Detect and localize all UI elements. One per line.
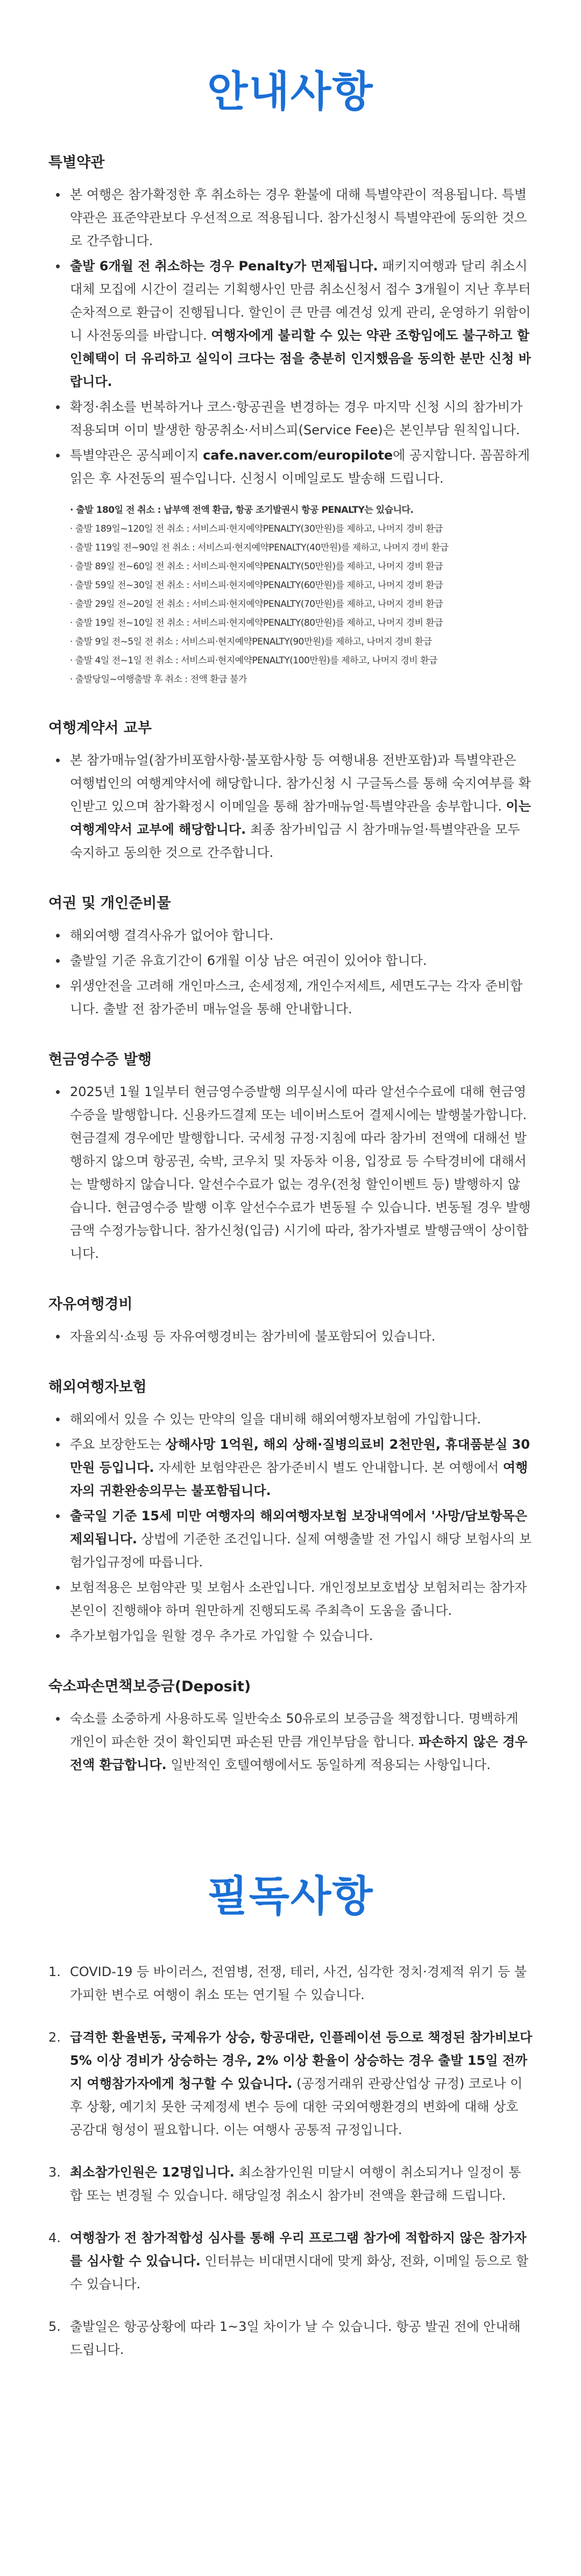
- bullet-list: [48, 1408, 533, 1648]
- must-read-item: [48, 2227, 533, 2296]
- must-read-item: [48, 2026, 533, 2142]
- body-text: 출발일은 항공상황에 따라 1~3일 차이가 날 수 있습니다. 항공 발권 전에 안내해 드립니다.: [70, 2319, 521, 2357]
- emphasis-text: cafe.naver.com/europilote: [203, 448, 393, 463]
- body-text: 숙소를 소중하게 사용하도록 일반숙소 50유로의 보증금을 책정합니다. 명백하게 개인이 파손한 것이 확인되면 파손된 만큼 개인부담을 합니다.: [70, 1711, 519, 1749]
- section-passport: [0, 891, 581, 1021]
- section-insurance: [0, 1375, 581, 1648]
- emphasis-text: 여행자에게 불리할 수 있는 약관 조항임에도 불구하고 할인혜택이 더 유리하고 실익이 크다는 점을 충분히 인지했음을 동의한 분만 신청 바랍니다.: [70, 328, 531, 389]
- section-heading: 여권 및 개인준비물: [48, 895, 171, 912]
- item-number: 5.: [48, 2319, 61, 2334]
- list-item: [48, 1625, 533, 1648]
- body-text: (공정거래위 관광산업상 규정) 코로나 이후 상황, 예기치 못한 국제정세 변수 등에 대한 국외여행환경의 변화에 대해 상호 공감대 형성이 필요합니다. 이는 여행사 공통적 규정입니다.: [70, 2076, 523, 2137]
- body-text: 일반적인 호텔여행에서도 동일하게 적용되는 사항입니다.: [166, 1757, 491, 1772]
- list-item: [48, 1433, 533, 1502]
- refund-schedule-item: · 출발 9일 전~5일 전 취소 : 서비스피·현지예약PENALTY(90만원)를 제하고, 나머지 경비 환급: [70, 636, 432, 647]
- section-heading: 숙소파손면책보증금(Deposit): [48, 1678, 251, 1695]
- list-item: [48, 1576, 533, 1622]
- bullet-list: [48, 1707, 533, 1777]
- refund-schedule-item: · 출발 180일 전 취소 : 납부액 전액 환급, 항공 조기발권시 항공 PENALTY는 있습니다.: [70, 505, 414, 516]
- refund-schedule-list: [70, 501, 533, 689]
- section-heading: 해외여행자보험: [48, 1379, 147, 1396]
- list-item: [48, 975, 533, 1021]
- body-text: 자세한 보험약관은 참가준비시 별도 안내합니다. 본 여행에서: [154, 1460, 503, 1475]
- emphasis-text: 최소참가인원은 12명입니다.: [70, 2165, 235, 2180]
- list-item: [48, 396, 533, 442]
- section-deposit: [0, 1675, 581, 1777]
- refund-schedule-item: · 출발 19일 전~10일 전 취소 : 서비스피·현지예약PENALTY(80만원)를 제하고, 나머지 경비 환급: [70, 618, 443, 628]
- emphasis-text: 파손하지 않은 경우 전액 환급합니다.: [70, 1734, 528, 1772]
- section-receipt: [0, 1048, 581, 1265]
- bullet-list: [48, 749, 533, 864]
- emphasis-text: 여행자의 귀환완송의무는 불포함됩니다.: [70, 1460, 528, 1498]
- section-heading: 특별약관: [48, 154, 105, 171]
- body-text: COVID-19 등 바이러스, 전염병, 전쟁, 테러, 사건, 심각한 정치·경제적 위기 등 불가피한 변수로 여행이 취소 또는 연기될 수 있습니다.: [70, 1964, 527, 2002]
- bullet-list: [48, 1325, 533, 1348]
- body-text: 해외에서 있을 수 있는 만약의 일을 대비해 해외여행자보험에 가입합니다.: [70, 1412, 481, 1427]
- emphasis-text: 출국일 기준 15세 미만 여행자의 해외여행자보험 보장내역에서 '사망/담보항목은 제외됩니다.: [70, 1508, 527, 1547]
- list-item: [48, 749, 533, 864]
- body-text: 위생안전을 고려해 개인마스크, 손세정제, 개인수저세트, 세면도구는 각자 준비합니다. 출발 전 참가준비 매뉴얼을 통해 안내합니다.: [70, 978, 523, 1017]
- list-item: [48, 1505, 533, 1574]
- must-read-item: [48, 2315, 533, 2362]
- section-heading: 자유여행경비: [48, 1296, 133, 1313]
- list-item: [48, 255, 533, 393]
- bullet-list: [48, 924, 533, 1021]
- body-text: 추가보험가입을 원할 경우 추가로 가입할 수 있습니다.: [70, 1628, 373, 1643]
- list-item: [48, 1408, 533, 1431]
- emphasis-text: 이는 여행계약서 교부에 해당합니다.: [70, 799, 531, 837]
- emphasis-text: 상해사망 1억원, 해외 상해·질병의료비 2천만원, 휴대품분실 30만원 등입니다.: [70, 1437, 530, 1475]
- section-heading: 현금영수증 발행: [48, 1051, 152, 1068]
- body-text: 자율외식·쇼핑 등 자유여행경비는 참가비에 불포함되어 있습니다.: [70, 1329, 436, 1344]
- refund-schedule-item: · 출발 4일 전~1일 전 취소 : 서비스피·현지예약PENALTY(100만원)를 제하고, 나머지 경비 환급: [70, 655, 437, 666]
- body-text: 패키지여행과 달리 취소시 대체 모집에 시간이 걸리는 기획행사인 만큼 취소신청서 접수 3개월이 지난 후부터 순차적으로 환급이 진행됩니다. 할인이 큰 만큼 예견성 있게 관리, 운영하기 위함이니 사전동의를 바랍니다.: [70, 259, 531, 343]
- list-item: [48, 1707, 533, 1777]
- refund-schedule-item: · 출발 119일 전~90일 전 취소 : 서비스피·현지예약PENALTY(40만원)를 제하고, 나머지 경비 환급: [70, 542, 449, 553]
- list-item: [48, 1325, 533, 1348]
- list-item: [48, 444, 533, 490]
- body-text: 최종 참가비입금 시 참가매뉴얼·특별약관을 모두 숙지하고 동의한 것으로 간주합니다.: [70, 822, 520, 860]
- body-text: 에 공지합니다. 꼼꼼하게 읽은 후 사전동의 필수입니다. 신청시 이메일로도 발송해 드립니다.: [70, 448, 530, 486]
- section-free-cost: [0, 1292, 581, 1348]
- list-item: [48, 949, 533, 972]
- refund-schedule-item: · 출발 89일 전~60일 전 취소 : 서비스피·현지예약PENALTY(50만원)를 제하고, 나머지 경비 환급: [70, 561, 443, 572]
- refund-schedule-item: · 출발 189일~120일 전 취소 : 서비스피·현지예약PENALTY(30만원)를 제하고, 나머지 경비 환급: [70, 524, 443, 534]
- sections-container: [0, 151, 581, 1777]
- body-text: 확정·취소를 번복하거나 코스·항공권을 변경하는 경우 마지막 신청 시의 참가비가 적용되며 이미 발생한 항공취소·서비스피(Service Fee)은 본인부담 원칙입니다.: [70, 399, 523, 438]
- section-contract: [0, 716, 581, 864]
- body-text: 본 여행은 참가확정한 후 취소하는 경우 환불에 대해 특별약관이 적용됩니다. 특별약관은 표준약관보다 우선적으로 적용됩니다. 참가신청시 특별약관에 동의한 것으로 간주합니다.: [70, 187, 527, 248]
- item-number: 3.: [48, 2165, 61, 2180]
- list-item: [48, 183, 533, 253]
- body-text: 보험적용은 보험약관 및 보험사 소관입니다. 개인정보보호법상 보험처리는 참가자 본인이 진행해야 하며 원만하게 진행되도록 주최측이 도움을 줍니다.: [70, 1580, 527, 1618]
- body-text: 상법에 기준한 조건입니다. 실제 여행출발 전 가입시 해당 보험사의 보험가입규정에 따릅니다.: [70, 1532, 532, 1570]
- body-text: 본 참가매뉴얼(참가비포함사항·불포함사항 등 여행내용 전반포함)과 특별약관은 여행법인의 여행계약서에 해당합니다. 참가신청 시 구글독스를 통해 숙지여부를 확인받고 있으며 참가확정시 이메일을 통해 참가매뉴얼·특별약관을 송부합니다.: [70, 753, 531, 814]
- body-text: 2025년 1월 1일부터 현금영수증발행 의무실시에 따라 알선수수료에 대해 현금영수증을 발행합니다. 신용카드결제 또는 네이버스토어 결제시에는 발행불가합니다. 현금결제 경우에만 발행합니다. 국세청 규정·지침에 따라 참가비 전액에 대해선 발행하지 않으며 항공권, 숙박, 코우치 및 자동차 이용, 입장료 등 수탁경비에 대해서는 발행하지 않습니다. 알선수수료가 없는 경우(전청 할인이벤트 등) 발행하지 않습니다. 현금영수증 발행 이후 알선수수료가 변동될 수 있습니다. 변동될 경우 발행금액 수정가능합니다. 참가신청(입금) 시기에 따라, 참가자별로 발행금액이 상이합니다.: [70, 1084, 531, 1261]
- bullet-list: [48, 183, 533, 490]
- list-item: [48, 924, 533, 947]
- emphasis-text: 여행참가 전 참가적합성 심사를 통해 우리 프로그램 참가에 적합하지 않은 참가자를 심사할 수 있습니다.: [70, 2230, 527, 2269]
- section-special-terms: [0, 151, 581, 689]
- notice-title: 안내사항: [207, 68, 374, 116]
- refund-schedule-item: · 출발 29일 전~20일 전 취소 : 서비스피·현지예약PENALTY(70만원)를 제하고, 나머지 경비 환급: [70, 599, 443, 610]
- body-text: 특별약관은 공식페이지: [70, 448, 203, 463]
- list-item: [48, 1081, 533, 1265]
- item-number: 2.: [48, 2030, 61, 2045]
- bullet-list: [48, 1081, 533, 1265]
- body-text: 해외여행 결격사유가 없어야 합니다.: [70, 928, 274, 943]
- body-text: 주요 보장한도는: [70, 1437, 166, 1452]
- refund-schedule-item: · 출발 59일 전~30일 전 취소 : 서비스피·현지예약PENALTY(60만원)를 제하고, 나머지 경비 환급: [70, 580, 443, 591]
- must-read-title: 필독사항: [207, 1872, 374, 1921]
- item-number: 4.: [48, 2230, 61, 2245]
- refund-schedule-item: · 출발당일~여행출발 후 취소 : 전액 환급 불가: [70, 674, 247, 685]
- must-read-list: [0, 1960, 581, 2362]
- emphasis-text: 급격한 환율변동, 국제유가 상승, 항공대란, 인플레이션 등으로 책정된 참가비보다 5% 이상 경비가 상승하는 경우, 2% 이상 환율이 상승하는 경우 출발 15일 전까지 여행참가자에게 청구할 수 있습니다.: [70, 2030, 533, 2091]
- emphasis-text: 출발 6개월 전 취소하는 경우 Penalty가 면제됩니다.: [70, 259, 378, 274]
- body-text: 출발일 기준 유효기간이 6개월 이상 남은 여권이 있어야 합니다.: [70, 953, 427, 968]
- item-number: 1.: [48, 1964, 61, 1979]
- body-text: 인터뷰는 비대면시대에 맞게 화상, 전화, 이메일 등으로 할 수 있습니다.: [70, 2253, 529, 2292]
- must-read-item: [48, 1960, 533, 2007]
- must-read-item: [48, 2161, 533, 2207]
- section-heading: 여행계약서 교부: [48, 720, 152, 736]
- body-text: 최소참가인원 미달시 여행이 취소되거나 일정이 통합 또는 변경될 수 있습니다. 해당일정 취소시 참가비 전액을 환급해 드립니다.: [70, 2165, 521, 2203]
